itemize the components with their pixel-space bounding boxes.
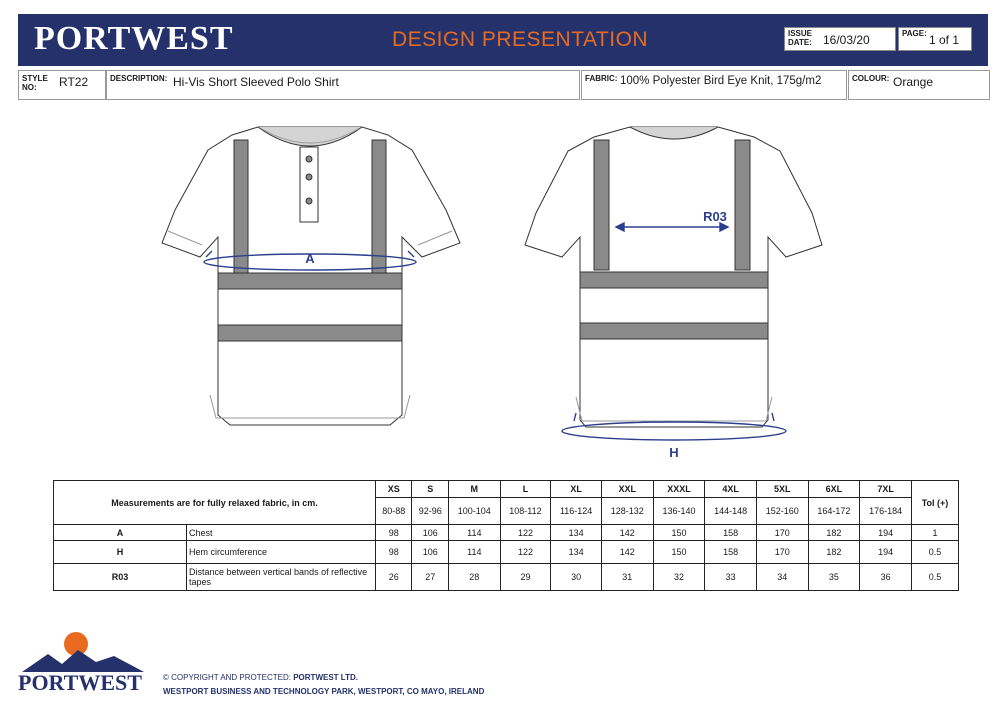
measure-value: 106 — [412, 541, 448, 564]
measure-code: R03 — [54, 564, 187, 591]
measure-value: 134 — [551, 525, 602, 541]
size-range-cell: 136-140 — [653, 498, 705, 525]
colour-box — [848, 70, 990, 100]
colour-value: Orange — [893, 75, 934, 89]
size-range-cell: 164-172 — [808, 498, 860, 525]
table-row — [54, 541, 959, 564]
size-header-cell: XL — [551, 481, 602, 498]
size-range-cell: 144-148 — [705, 498, 757, 525]
size-range-cell: 100-104 — [448, 498, 500, 525]
measure-value: 142 — [601, 525, 653, 541]
measure-value: 122 — [500, 525, 551, 541]
measure-value: 36 — [860, 564, 912, 591]
size-header-cell: XS — [376, 481, 412, 498]
measure-value: 29 — [500, 564, 551, 591]
measure-value: 134 — [551, 541, 602, 564]
copyright-line — [163, 673, 358, 682]
footer-brand: PORTWEST — [18, 670, 142, 695]
size-range-cell: 108-112 — [500, 498, 551, 525]
measure-value: 98 — [376, 541, 412, 564]
measure-value: 34 — [756, 564, 808, 591]
measure-value: 158 — [705, 525, 757, 541]
measure-value: 28 — [448, 564, 500, 591]
fabric-value: 100% Polyester Bird Eye Knit, 175g/m2 — [620, 75, 822, 87]
measure-value: 114 — [448, 541, 500, 564]
back-view-shirt — [525, 127, 822, 427]
size-range-cell: 176-184 — [860, 498, 912, 525]
size-range-cell: 128-132 — [601, 498, 653, 525]
style-no-value: RT22 — [59, 75, 89, 89]
measure-value: 26 — [376, 564, 412, 591]
copyright-company: PORTWEST LTD. — [293, 673, 358, 682]
brand-logo: PORTWEST — [34, 20, 234, 57]
measure-value: 122 — [500, 541, 551, 564]
size-range-cell: 92-96 — [412, 498, 448, 525]
description-box — [106, 70, 580, 100]
measure-value: 150 — [653, 525, 705, 541]
size-range-cell: 80-88 — [376, 498, 412, 525]
size-header-cell: L — [500, 481, 551, 498]
measure-value: 150 — [653, 541, 705, 564]
size-header-cell: S — [412, 481, 448, 498]
measure-value: 33 — [705, 564, 757, 591]
measure-code: H — [54, 541, 187, 564]
size-header-cell: XXL — [601, 481, 653, 498]
measure-value: 27 — [412, 564, 448, 591]
measure-description: Chest — [187, 525, 376, 541]
measure-value: 98 — [376, 525, 412, 541]
table-caption: Measurements are for fully relaxed fabric, in cm. — [54, 481, 376, 525]
tolerance-header: Tol (+) — [912, 481, 959, 525]
size-header-cell: 5XL — [756, 481, 808, 498]
measure-tolerance: 1 — [912, 525, 959, 541]
copyright-prefix: © COPYRIGHT AND PROTECTED: — [163, 673, 294, 682]
measure-value: 114 — [448, 525, 500, 541]
description-value: Hi-Vis Short Sleeved Polo Shirt — [173, 75, 339, 89]
fabric-label: FABRIC: — [585, 74, 618, 83]
size-header-cell: 4XL — [705, 481, 757, 498]
measure-code: A — [54, 525, 187, 541]
measure-value: 30 — [551, 564, 602, 591]
company-address: WESTPORT BUSINESS AND TECHNOLOGY PARK, WESTPORT, CO MAYO, IRELAND — [163, 687, 485, 696]
size-header-cell: 6XL — [808, 481, 860, 498]
back-label-r03: R03 — [703, 209, 727, 224]
style-no-box — [18, 70, 106, 100]
size-header-row — [54, 481, 959, 498]
measure-tolerance: 0.5 — [912, 541, 959, 564]
measure-value: 182 — [808, 525, 860, 541]
colour-label: COLOUR: — [852, 74, 890, 83]
measure-value: 32 — [653, 564, 705, 591]
front-view-shirt — [162, 127, 460, 425]
measure-value: 158 — [705, 541, 757, 564]
fabric-box — [581, 70, 847, 100]
size-header-cell: 7XL — [860, 481, 912, 498]
measure-value: 31 — [601, 564, 653, 591]
measure-value: 194 — [860, 541, 912, 564]
page-value: 1 of 1 — [929, 33, 960, 47]
measure-description: Distance between vertical bands of reflective tapes — [187, 564, 376, 591]
measurement-table — [53, 480, 959, 591]
description-label: DESCRIPTION: — [110, 74, 168, 83]
size-range-cell: 116-124 — [551, 498, 602, 525]
size-range-cell: 152-160 — [756, 498, 808, 525]
back-label-h: H — [669, 445, 679, 460]
size-header-cell: XXXL — [653, 481, 705, 498]
document-title: DESIGN PRESENTATION — [392, 28, 649, 51]
table-row — [54, 564, 959, 591]
measure-value: 170 — [756, 541, 808, 564]
measure-description: Hem circumference — [187, 541, 376, 564]
table-row — [54, 525, 959, 541]
issue-date-label: ISSUE DATE: — [788, 29, 813, 47]
garment-drawing — [150, 115, 850, 465]
issue-date-value: 16/03/20 — [823, 33, 870, 47]
measure-value: 194 — [860, 525, 912, 541]
front-label-a: A — [305, 251, 315, 266]
measure-value: 182 — [808, 541, 860, 564]
measure-tolerance: 0.5 — [912, 564, 959, 591]
measure-value: 106 — [412, 525, 448, 541]
page-box — [898, 27, 972, 51]
measure-value: 35 — [808, 564, 860, 591]
style-no-label: STYLE NO: — [22, 74, 48, 92]
size-header-cell: M — [448, 481, 500, 498]
issue-date-box — [784, 27, 896, 51]
measure-value: 142 — [601, 541, 653, 564]
page-label: PAGE: — [902, 29, 927, 38]
measure-value: 170 — [756, 525, 808, 541]
